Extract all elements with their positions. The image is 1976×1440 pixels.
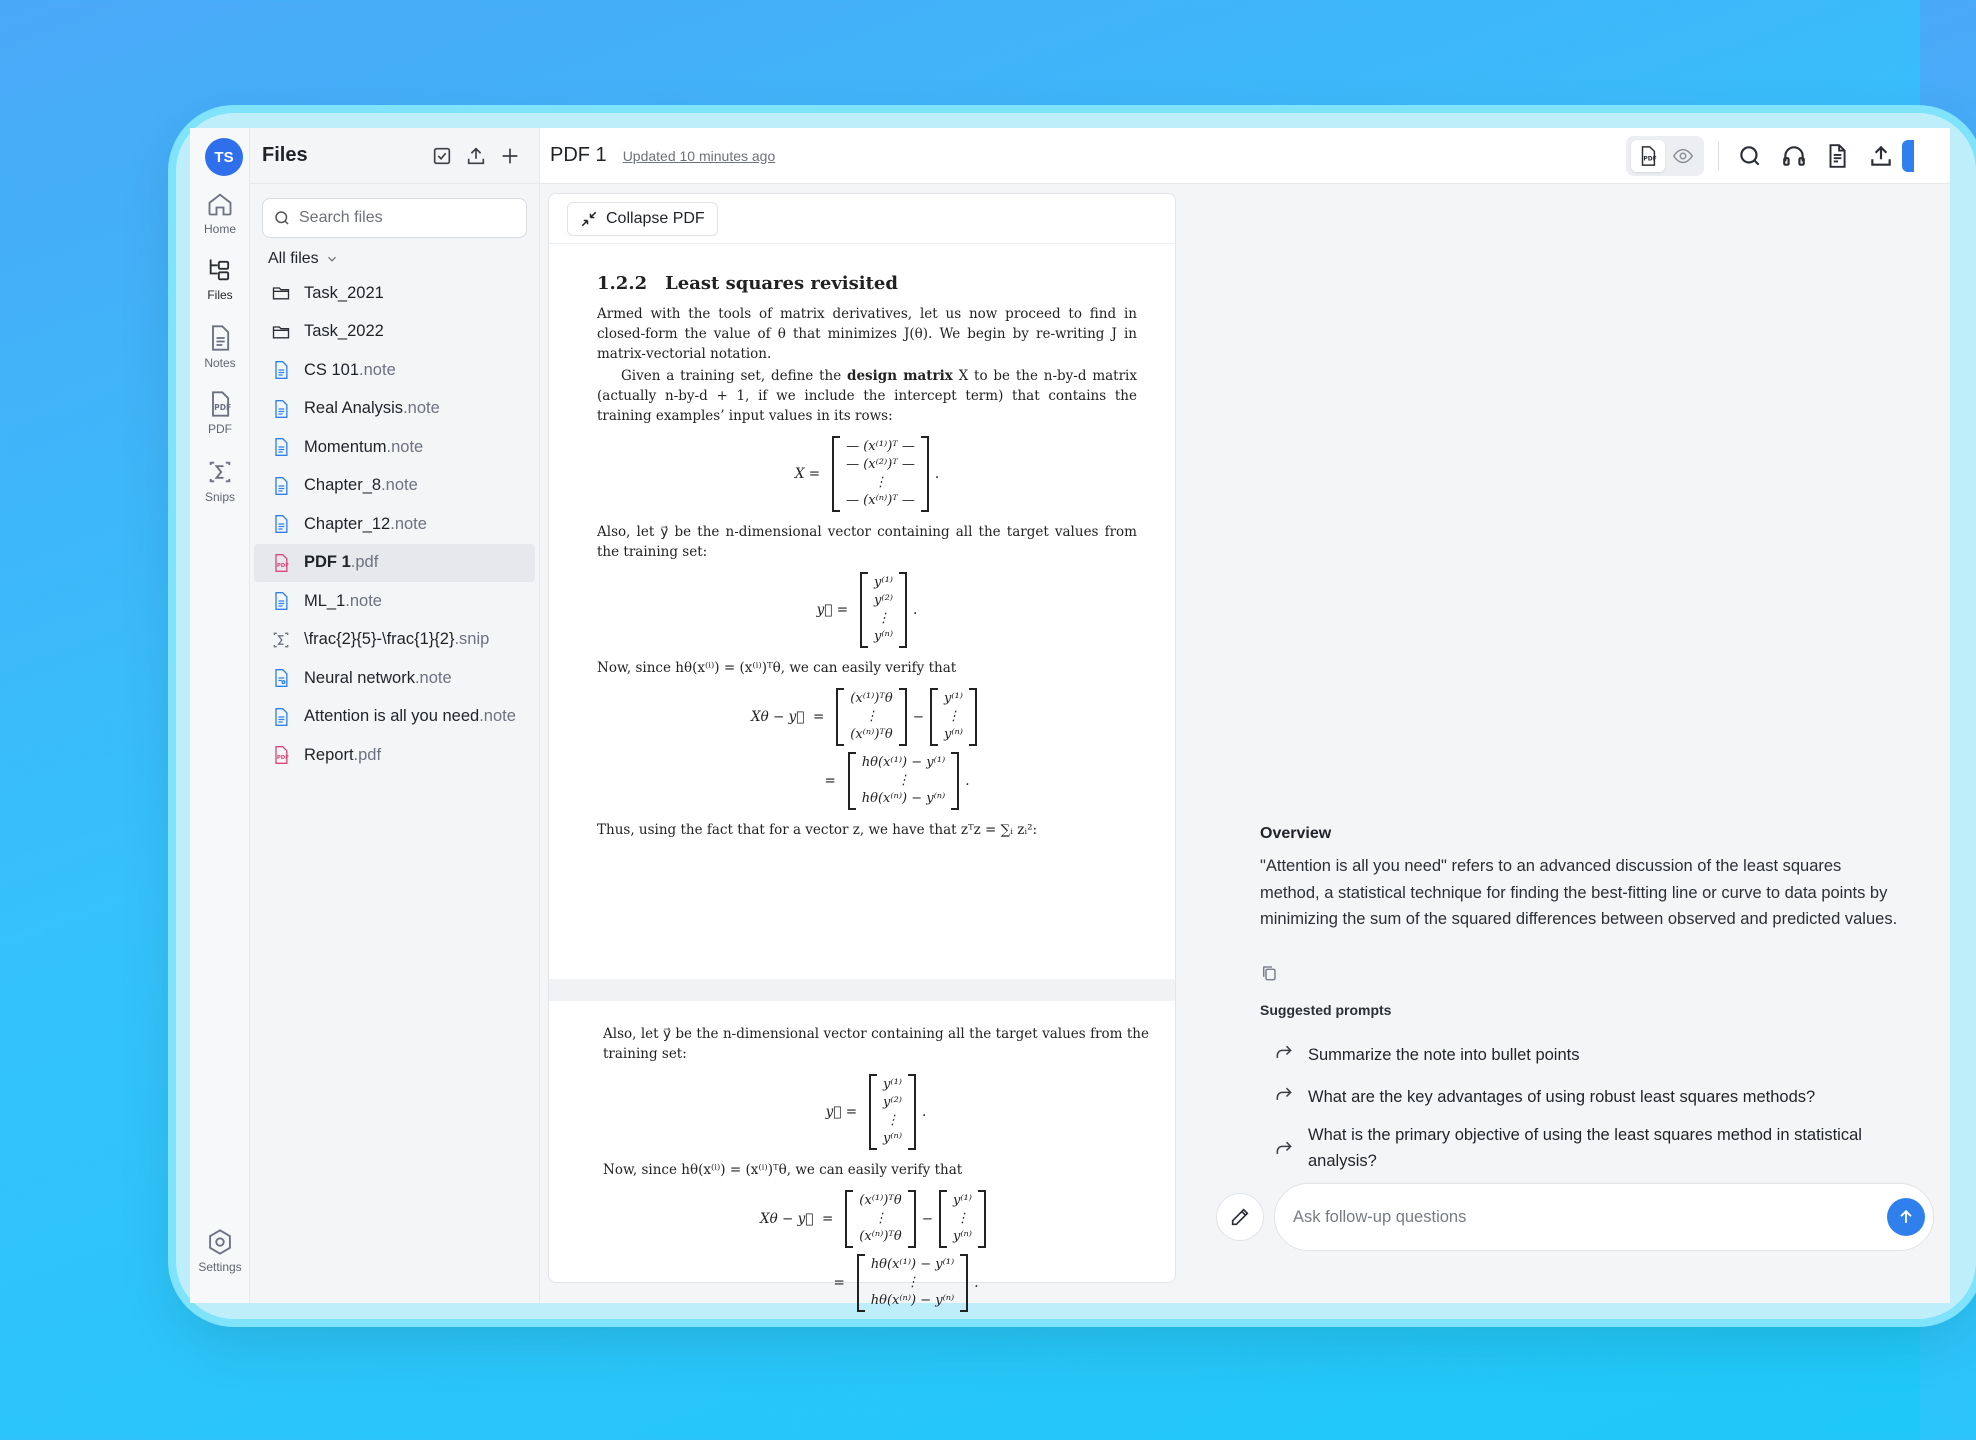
paragraph: Thus, using the fact that for a vector z, we have that zᵀz = ∑ᵢ zᵢ²: <box>597 822 1038 838</box>
page-separator <box>549 979 1175 1001</box>
file-name: Chapter_8 <box>304 476 382 495</box>
equation-residual: Xθ − y⃗ = (x⁽¹⁾)ᵀθ ⋮ (x⁽ⁿ⁾)ᵀθ − y⁽¹⁾ ⋮ y⁽ⁿ⁾ = hθ(x⁽¹⁾) − y⁽¹⁾ ⋮ hθ(x⁽ⁿ⁾) − y⁽ⁿ⁾ . <box>597 688 1137 810</box>
file-name: Chapter_12 <box>304 514 391 533</box>
plus-icon <box>499 145 521 167</box>
ask-input[interactable] <box>1293 1208 1853 1227</box>
ask-box <box>1274 1183 1934 1251</box>
chevron-down-icon <box>325 252 339 266</box>
note-icon <box>270 398 292 420</box>
note-icon <box>270 590 292 612</box>
rail-label-notes: Notes <box>204 356 236 370</box>
updated-timestamp[interactable]: Updated 10 minutes ago <box>622 147 776 164</box>
suggested-prompt[interactable] <box>1274 1042 1914 1068</box>
svg-text:PDF: PDF <box>276 755 289 762</box>
note-icon <box>270 436 292 458</box>
file-name: \frac{2}{5}-\frac{1}{2} <box>304 630 455 649</box>
pdf-file-icon <box>270 552 292 574</box>
left-rail <box>190 128 250 1303</box>
filter-dropdown[interactable] <box>268 250 339 268</box>
file-ext: .pdf <box>350 553 379 572</box>
home-icon <box>206 190 234 218</box>
pdf-toolbar <box>549 194 1175 244</box>
list-item[interactable] <box>254 467 535 506</box>
paragraph: Now, since hθ(x⁽ⁱ⁾) = (x⁽ⁱ⁾)ᵀθ, we can easily verify that <box>597 660 957 676</box>
paragraph: Armed with the tools of matrix derivatives, let us now proceed to find in closed-form the value of θ that minimizes J(θ). We begin by re-writing J in matrix-vectorial notation. <box>597 306 1137 362</box>
equation-target-vector: y⃗ = y⁽¹⁾ y⁽²⁾ ⋮ y⁽ⁿ⁾ . <box>603 1074 1149 1150</box>
file-name: Report <box>304 745 354 764</box>
file-ext: .note <box>345 591 382 610</box>
checkbox-icon <box>431 145 453 167</box>
list-item[interactable] <box>254 505 535 544</box>
snips-icon <box>206 458 234 486</box>
rail-label-files: Files <box>207 288 233 302</box>
files-panel <box>250 128 540 1303</box>
new-chat-button[interactable] <box>1216 1193 1264 1241</box>
file-name: Attention is all you need <box>304 707 480 726</box>
file-ext: .note <box>390 514 427 533</box>
note-icon <box>270 513 292 535</box>
rail-label-home: Home <box>203 222 236 236</box>
settings-icon <box>206 1228 234 1256</box>
rail-label-snips: Snips <box>204 490 236 504</box>
assistant-panel <box>1216 128 1916 1303</box>
rail-item-notes[interactable] <box>190 324 250 370</box>
main-area <box>540 128 1950 1308</box>
section-heading: 1.2.2 Least squares revisited <box>597 273 898 294</box>
equation-target-vector: y⃗ = y⁽¹⁾ y⁽²⁾ ⋮ y⁽ⁿ⁾ . <box>597 572 1137 648</box>
collapse-pdf-button[interactable] <box>567 202 718 236</box>
pdf-viewer[interactable] <box>548 193 1176 1308</box>
rail-item-home[interactable] <box>190 190 250 236</box>
file-ext: .note <box>381 476 418 495</box>
file-list <box>250 274 539 775</box>
avatar[interactable]: TS <box>205 138 243 176</box>
upload-icon <box>465 145 487 167</box>
list-item[interactable] <box>254 313 535 352</box>
file-name: ML_1 <box>304 591 346 610</box>
list-item[interactable] <box>254 351 535 390</box>
search-icon <box>273 209 291 227</box>
pdf-icon <box>206 390 234 418</box>
rail-item-settings[interactable] <box>190 1228 250 1274</box>
shared-note-icon <box>270 667 292 689</box>
forward-arrow-icon <box>1274 1042 1294 1062</box>
prompt-text: Summarize the note into bullet points <box>1308 1046 1580 1064</box>
list-item[interactable] <box>254 390 535 429</box>
prompt-text: What is the primary objective of using the least squares method in statistical analysis? <box>1308 1126 1862 1170</box>
rail-label-settings: Settings <box>198 1260 242 1274</box>
suggested-prompt[interactable] <box>1274 1122 1914 1174</box>
upload-button[interactable] <box>459 139 493 173</box>
file-ext: .note <box>386 437 424 456</box>
rail-item-snips[interactable] <box>190 458 250 504</box>
list-item[interactable] <box>254 659 535 698</box>
notes-icon <box>206 324 234 352</box>
svg-text:PDF: PDF <box>276 562 289 569</box>
edit-icon <box>1229 1206 1251 1228</box>
list-item[interactable] <box>254 736 535 775</box>
pdf-page-1 <box>597 274 1137 842</box>
arrow-up-icon <box>1896 1207 1916 1227</box>
collapse-icon <box>580 210 598 228</box>
collapse-pdf-label: Collapse PDF <box>606 209 705 227</box>
files-icon <box>206 256 234 284</box>
equation-design-matrix: X = — (x⁽¹⁾)ᵀ — — (x⁽²⁾)ᵀ — ⋮ — (x⁽ⁿ⁾)ᵀ — . <box>597 436 1137 512</box>
file-ext: .note <box>414 668 452 687</box>
file-ext: .note <box>479 707 516 726</box>
file-name: Task_2021 <box>304 283 384 302</box>
svg-text:PDF: PDF <box>1642 155 1657 163</box>
overview-heading: Overview <box>1260 825 1332 842</box>
send-button[interactable] <box>1887 1198 1925 1236</box>
suggested-prompts-heading: Suggested prompts <box>1260 1002 1392 1018</box>
rail-item-pdf[interactable] <box>190 390 250 436</box>
file-ext: .pdf <box>353 745 382 764</box>
list-item[interactable] <box>254 698 535 737</box>
overview-text: "Attention is all you need" refers to an advanced discussion of the least squares method, a statistical technique for finding the best-fitting line or curve to data points by minimizing the sum of the squared differences between observed and predicted values. <box>1260 857 1898 928</box>
note-icon <box>270 359 292 381</box>
file-ext: .note <box>359 360 396 379</box>
file-ext: .note <box>403 399 440 418</box>
file-name: CS 101 <box>304 360 360 379</box>
copy-icon <box>1260 964 1278 982</box>
file-name: PDF 1 <box>304 553 351 572</box>
list-item[interactable] <box>254 582 535 621</box>
file-name: Real Analysis <box>304 399 404 418</box>
copy-button[interactable] <box>1260 964 1278 982</box>
list-item[interactable] <box>254 428 535 467</box>
forward-arrow-icon <box>1274 1138 1294 1158</box>
list-item[interactable] <box>254 274 535 313</box>
note-icon <box>270 706 292 728</box>
file-name: Neural network <box>304 668 415 687</box>
file-name: Task_2022 <box>304 322 384 341</box>
equation-residual: Xθ − y⃗ = (x⁽¹⁾)ᵀθ ⋮ (x⁽ⁿ⁾)ᵀθ − y⁽¹⁾ ⋮ y⁽ⁿ⁾ = hθ(x⁽¹⁾) − y⁽¹⁾ ⋮ hθ(x⁽ⁿ⁾) − y⁽ⁿ⁾ . <box>603 1190 1149 1312</box>
svg-text:PDF: PDF <box>214 402 232 412</box>
files-title: Files <box>262 144 308 166</box>
list-item[interactable] <box>254 621 535 660</box>
document-title: PDF 1 <box>550 144 607 166</box>
forward-arrow-icon <box>1274 1084 1294 1104</box>
filter-label: All files <box>268 250 319 267</box>
files-header <box>250 128 539 184</box>
paragraph: Given a training set, define the design matrix X to be the n-by-d matrix (actually n-by-d + 1, if we include the intercept term) that contains the training examples’ input values in its rows: <box>597 368 1137 424</box>
note-icon <box>270 475 292 497</box>
rail-item-files[interactable] <box>190 256 250 302</box>
folder-icon <box>270 321 292 343</box>
add-button[interactable] <box>493 139 527 173</box>
select-button[interactable] <box>425 139 459 173</box>
paragraph: Now, since hθ(x⁽ⁱ⁾) = (x⁽ⁱ⁾)ᵀθ, we can easily verify that <box>603 1162 963 1178</box>
search-input[interactable] <box>299 209 516 227</box>
snip-icon <box>270 629 292 651</box>
paragraph: Also, let y⃗ be the n-dimensional vector containing all the target values from the training set: <box>597 524 1137 560</box>
pdf-file-icon <box>270 744 292 766</box>
file-ext: .snip <box>454 630 490 649</box>
search-box <box>262 198 527 238</box>
list-item-active[interactable] <box>254 544 535 583</box>
app-window <box>190 128 1950 1308</box>
file-name: Momentum <box>304 437 387 456</box>
paragraph: Also, let y⃗ be the n-dimensional vector containing all the target values from the training set: <box>603 1026 1149 1062</box>
prompt-text: What are the key advantages of using robust least squares methods? <box>1308 1088 1816 1106</box>
rail-label-pdf: PDF <box>208 422 232 436</box>
suggested-prompt[interactable] <box>1274 1084 1914 1110</box>
folder-icon <box>270 282 292 304</box>
pdf-page-2 <box>603 1024 1149 1322</box>
